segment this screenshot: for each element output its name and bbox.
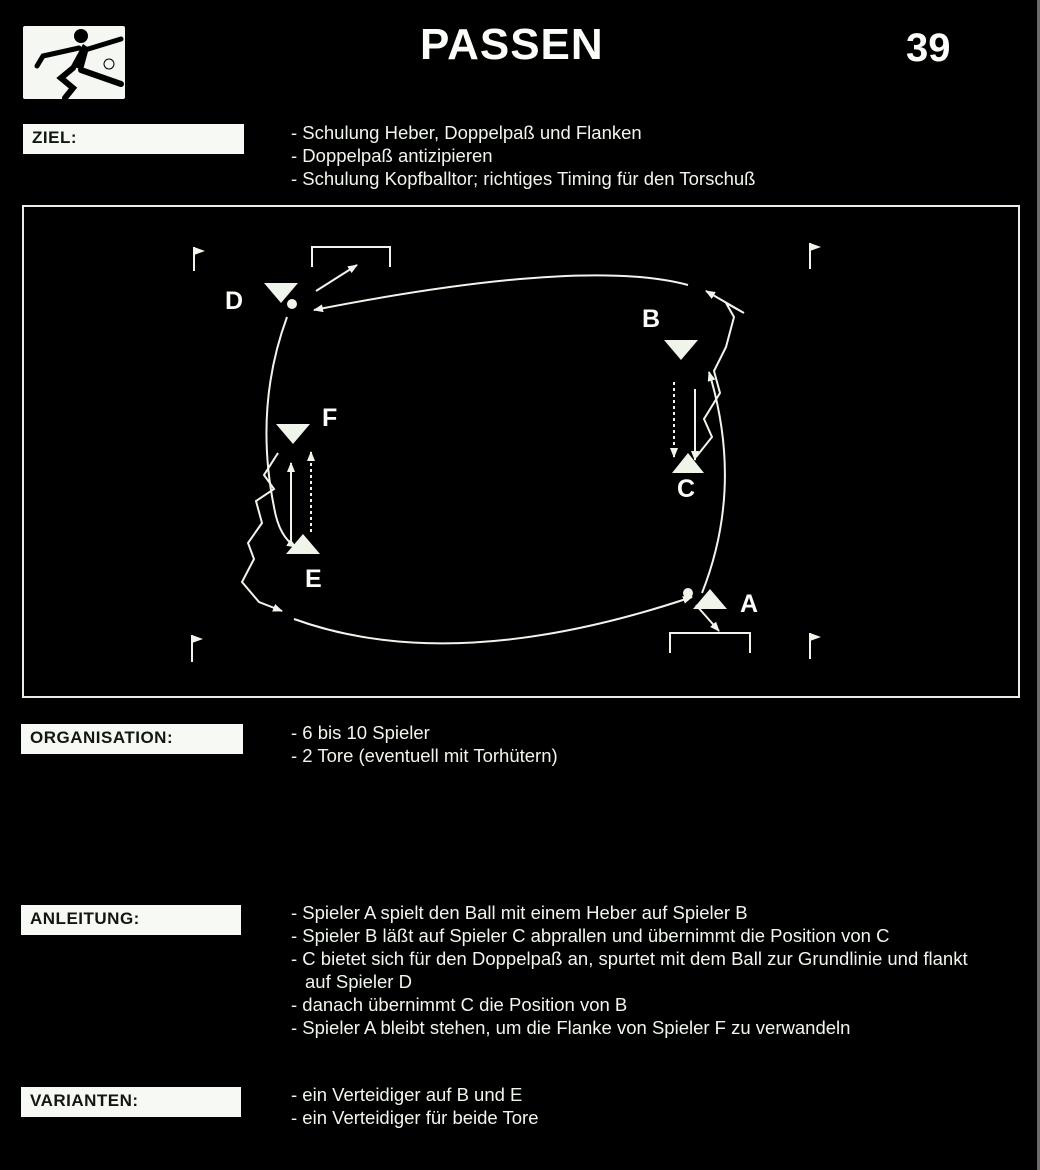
list-item: - Spieler A spielt den Ball mit einem Heber auf Spieler B [291, 902, 748, 923]
list-item: - Spieler A bleibt stehen, um die Flanke von Spieler F zu verwandeln [291, 1017, 851, 1038]
section-label-anleitung: ANLEITUNG: [21, 905, 241, 935]
list-item: - Schulung Heber, Doppelpaß und Flanken [291, 122, 642, 143]
page-number: 39 [906, 26, 951, 70]
player-label-d: D [225, 287, 244, 315]
drill-diagram [22, 205, 1020, 698]
ziel-list [291, 121, 1011, 190]
list-item: - Spieler B läßt auf Spieler C abprallen und übernimmt die Position von C [291, 925, 890, 946]
player-label-f: F [322, 404, 338, 432]
list-item: - Schulung Kopfballtor; richtiges Timing für den Torschuß [291, 168, 756, 189]
anleitung-list [291, 901, 971, 1039]
list-item: - C bietet sich für den Doppelpaß an, spurtet mit dem Ball zur Grundlinie und flankt auf Spieler D [291, 948, 968, 992]
player-label-a: A [740, 590, 759, 618]
player-label-e: E [305, 565, 322, 593]
organisation-list [291, 721, 1011, 767]
list-item: - 2 Tore (eventuell mit Torhütern) [291, 745, 558, 766]
list-item: - 6 bis 10 Spieler [291, 722, 430, 743]
player-label-b: B [642, 305, 661, 333]
list-item: - Doppelpaß antizipieren [291, 145, 493, 166]
page-title: PASSEN [420, 20, 604, 69]
section-label-ziel: ZIEL: [23, 124, 244, 154]
section-label-organisation: ORGANISATION: [21, 724, 243, 754]
soccer-player-kick-icon [23, 26, 125, 99]
list-item: - ein Verteidiger auf B und E [291, 1084, 523, 1105]
list-item: - danach übernimmt C die Position von B [291, 994, 628, 1015]
section-label-varianten: VARIANTEN: [21, 1087, 241, 1117]
player-label-c: C [677, 475, 696, 503]
list-item: - ein Verteidiger für beide Tore [291, 1107, 539, 1128]
varianten-list [291, 1083, 971, 1129]
